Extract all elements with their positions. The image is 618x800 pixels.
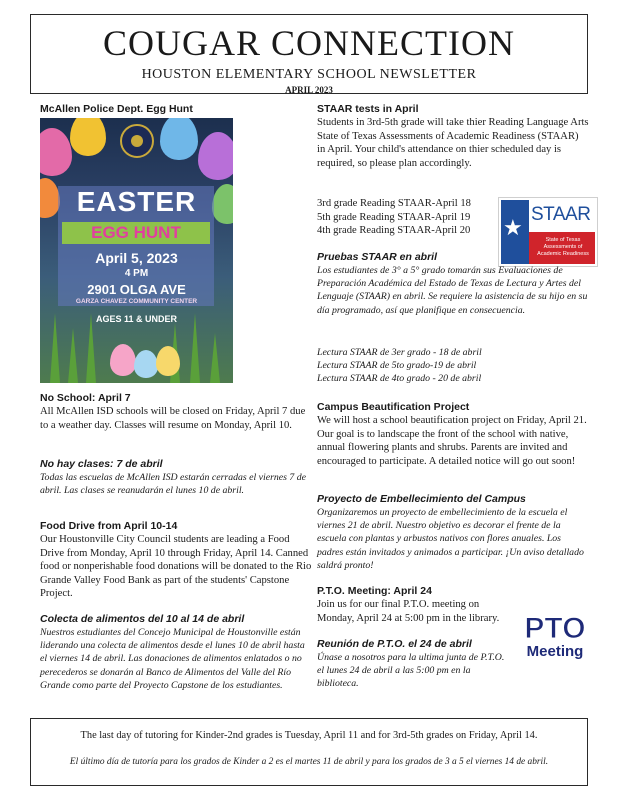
poster-egg-hunt-text: EGG HUNT: [91, 223, 181, 242]
newsletter-date: APRIL 2023: [285, 85, 333, 95]
food-drive-section: [40, 520, 312, 601]
pruebas-heading: Pruebas STAAR en abril: [317, 251, 438, 263]
colecta-section: [40, 613, 312, 692]
newsletter-subtitle: HOUSTON ELEMENTARY SCHOOL NEWSLETTER: [141, 67, 477, 82]
beautification-section: [317, 401, 589, 468]
easter-egg-icon: [134, 350, 158, 378]
newsletter-title: COUGAR CONNECTION: [103, 23, 515, 63]
staar-logo-word: STAAR: [531, 204, 591, 225]
poster-address: 2901 OLGA AVE: [87, 282, 186, 297]
no-school-heading: No School: April 7: [40, 392, 131, 404]
pruebas-dates: [317, 346, 589, 386]
beautification-heading: Campus Beautification Project: [317, 401, 470, 413]
pto-meeting-logo: [512, 614, 598, 664]
tutoring-notice-es: El último día de tutoría para los grados de Kinder a 2 es el martes 11 de abril y para los grados de 3 a 5 el viernes 14 de abril.: [69, 757, 549, 767]
pto-heading: P.T.O. Meeting: April 24: [317, 585, 432, 597]
pto-body: Join us for our final P.T.O. meeting on Monday, April 24 at 5:00 pm in the library.: [317, 599, 500, 624]
no-hay-clases-heading: No hay clases: 7 de abril: [40, 458, 163, 470]
masthead: [30, 14, 588, 94]
pruebas-date-item: Lectura STAAR de 5to grado-19 de abril: [317, 360, 477, 372]
staar-date-item: 4th grade Reading STAAR-April 20: [317, 225, 471, 237]
no-school-body: All McAllen ISD schools will be closed on Friday, April 7 due to a weather day. Classes will resume on Monday, April 10.: [40, 406, 306, 431]
reunion-body: Únase a nosotros para la ultima junta de P.T.O. el lunes 24 de abril a las 5:00 pm en la biblioteca.: [317, 652, 505, 690]
no-hay-clases-body: Todas las escuelas de McAllen ISD estarán cerradas el viernes 7 de abril. Las clases se reanudarán el lunes 10 de abril.: [40, 472, 307, 497]
embellecimiento-section: [317, 493, 589, 572]
pto-logo-bottom: Meeting: [526, 643, 584, 660]
tutoring-notice: [30, 718, 588, 786]
no-school-section: [40, 392, 312, 432]
pruebas-date-item: Lectura STAAR de 3er grado - 18 de abril: [317, 347, 482, 358]
poster-ages: AGES 11 & UNDER: [95, 314, 178, 324]
food-drive-body: Our Houstonville City Council students are leading a Food Drive from Monday, April 10 through Friday, April 14. Canned food or nonperishable food donations will be donated to the Rio Grande Valley Food Bank as part of the students' Capstone Project.: [40, 534, 312, 600]
star-icon: ★: [503, 216, 523, 241]
food-drive-heading: Food Drive from April 10-14: [40, 520, 178, 532]
colecta-heading: Colecta de alimentos del 10 al 14 de abril: [40, 613, 245, 625]
pruebas-body: Los estudiantes de 3° a 5° grado tomarán sus Evaluaciones de Preparación Académica del Estado de Texas de Lectura y Artes del Lenguaje (STAAR) en abril. Se requiere la asistencia de su hijo en su día programado, así que planifique en consecuencia.: [317, 265, 588, 316]
staar-dates: [317, 197, 497, 238]
poster-time: 4 PM: [124, 268, 149, 279]
staar-body: Students in 3rd-5th grade will take thier Reading Language Arts State of Texas Assessments of Academic Readiness (STAAR) in April. Your child's attendance on thier scheduled day is required, so please plan accordingly.: [317, 117, 589, 169]
easter-egg-icon: [156, 346, 180, 376]
easter-egg-icon: [110, 344, 136, 376]
staar-heading: STAAR tests in April: [317, 103, 419, 115]
pto-section: [317, 585, 507, 625]
pto-logo-top: PTO: [524, 612, 586, 645]
embellecimiento-heading: Proyecto de Embellecimiento del Campus: [317, 493, 526, 505]
staar-section: [317, 103, 589, 170]
staar-date-item: 5th grade Reading STAAR-April 19: [317, 211, 471, 223]
easter-egg-hunt-poster: [40, 118, 233, 383]
staar-date-item: 3rd grade Reading STAAR-April 18: [317, 198, 471, 209]
reunion-section: [317, 638, 512, 691]
reunion-heading: Reunión de P.T.O. el 24 de abril: [317, 638, 472, 650]
pruebas-date-item: Lectura STAAR de 4to grado - 20 de abril: [317, 373, 482, 385]
poster-venue: GARZA CHAVEZ COMMUNITY CENTER: [75, 298, 198, 305]
poster-date: April 5, 2023: [95, 250, 178, 266]
tutoring-notice-en: The last day of tutoring for Kinder-2nd grades is Tuesday, April 11 and for 3rd-5th grades on Friday, April 14.: [80, 730, 538, 741]
egg-hunt-heading: McAllen Police Dept. Egg Hunt: [40, 103, 193, 115]
beautification-body: We will host a school beautification project on Friday, April 21. Our goal is to landscape the front of the school with native, annual flowering plants and shrubs. Parents are invited and encouraged to participate. A detailed notice will go out soon!: [317, 415, 587, 467]
colecta-body: Nuestros estudiantes del Concejo Municipal de Houstonville están liderando una colecta de alimentos desde el lunes 10 de abril hasta el viernes 14 de abril. Las donaciones de alimentos enlatados o no perecederos se donarán al Banco de Alimentos del Valle del Río Grande como parte del Proyecto Capstone de los estudiantes.: [40, 627, 305, 691]
police-badge-icon: [120, 124, 154, 158]
staar-logo-caption: State of Texas Assessments of Academic Readiness: [537, 237, 589, 257]
poster-easter-text: EASTER: [76, 186, 197, 217]
pruebas-section: [317, 251, 589, 317]
no-hay-clases-section: [40, 458, 312, 497]
embellecimiento-body: Organizaremos un proyecto de embellecimiento de la escuela el viernes 21 de abril. Nuestro objetivo es decorar el frente de la escuela con plantas y arbustos nativos con flores anuales. Los padres están invitados y animados a participar. ¡Un aviso detallado saldrá pronto!: [317, 507, 584, 571]
